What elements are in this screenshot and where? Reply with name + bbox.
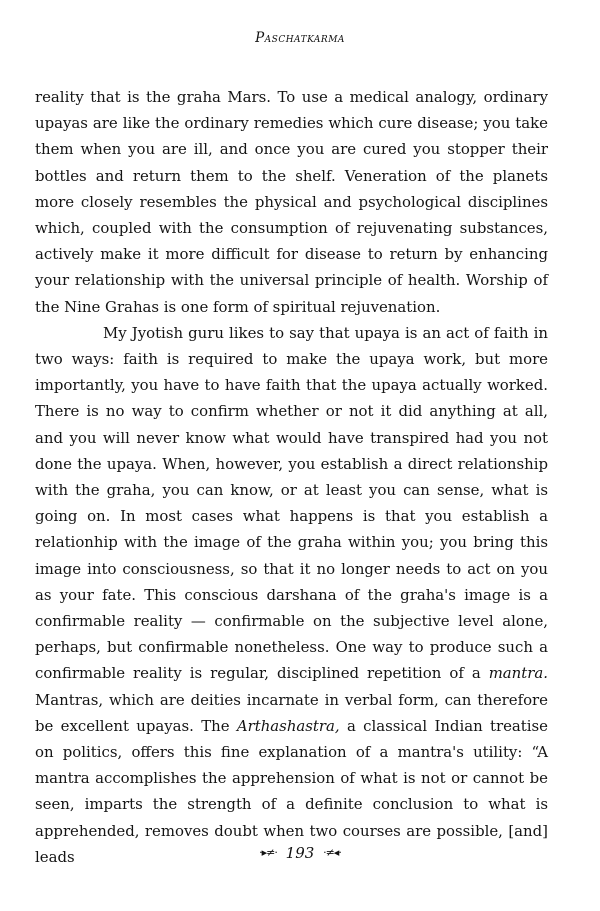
paragraph-2-part-b: Mantras, which are deities incarnate in verbal form, can therefore be excellent upayas. The (35, 690, 548, 735)
right-ornament-icon: ·≠◂· (323, 846, 341, 859)
paragraph-1: reality that is the graha Mars. To use a medical analogy, ordinary upayas are like the ordinary remedies which cure disease; you take them when you are ill, and once you are cured you stopper their bottles and return them to the shelf. Veneration of the planets more closely resembles the physical and psychological disciplines which, coupled with the consumption of rejuvenating substances, actively make it more difficult for disease to return by enhancing your relationship with the universal principle of health. Worship of the Nine Grahas is one form of spiritual rejuvenation. (35, 88, 548, 316)
paragraph-2 (35, 320, 548, 870)
paragraph-2-part-c: a classical Indian treatise on politics, offers this fine explanation of a mantra's utility: “A mantra accomplishes the apprehension of what is not or cannot be seen, imparts the strength of a definite conclusion to what is apprehended, removes doubt when two courses are possible, [and] leads (35, 716, 548, 866)
page-footer (0, 844, 600, 862)
left-ornament-icon: ·▸≠· (259, 846, 277, 859)
paragraph-2-part-a: My Jyotish guru likes to say that upaya is an act of faith in two ways: faith is required to make the upaya work, but more importantly, you have to have faith that the upaya actually worked. There is no way to confirm whether or not it did anything at all, and you will never know what would have transpired had you not done the upaya. When, however, you establish a direct relationship with the graha, you can know, or at least you can sense, what is going on. In most cases what happens is that you establish a relationhip with the image of the graha within you; you bring this image into consciousness, so that it no longer needs to act on you as your fate. This conscious darshana of the graha's image is a confirmable reality — confirmable on the subjective level alone, perhaps, but confirmable nonetheless. One way to produce such a confirmable reality is regular, disciplined repetition of a (35, 323, 548, 683)
title-arthashastra: Arthashastra, (236, 716, 340, 735)
page-number: 193 (285, 844, 315, 862)
term-mantra: mantra. (488, 664, 548, 683)
running-head: Paschatkarma (255, 30, 345, 46)
body-text (35, 84, 548, 870)
